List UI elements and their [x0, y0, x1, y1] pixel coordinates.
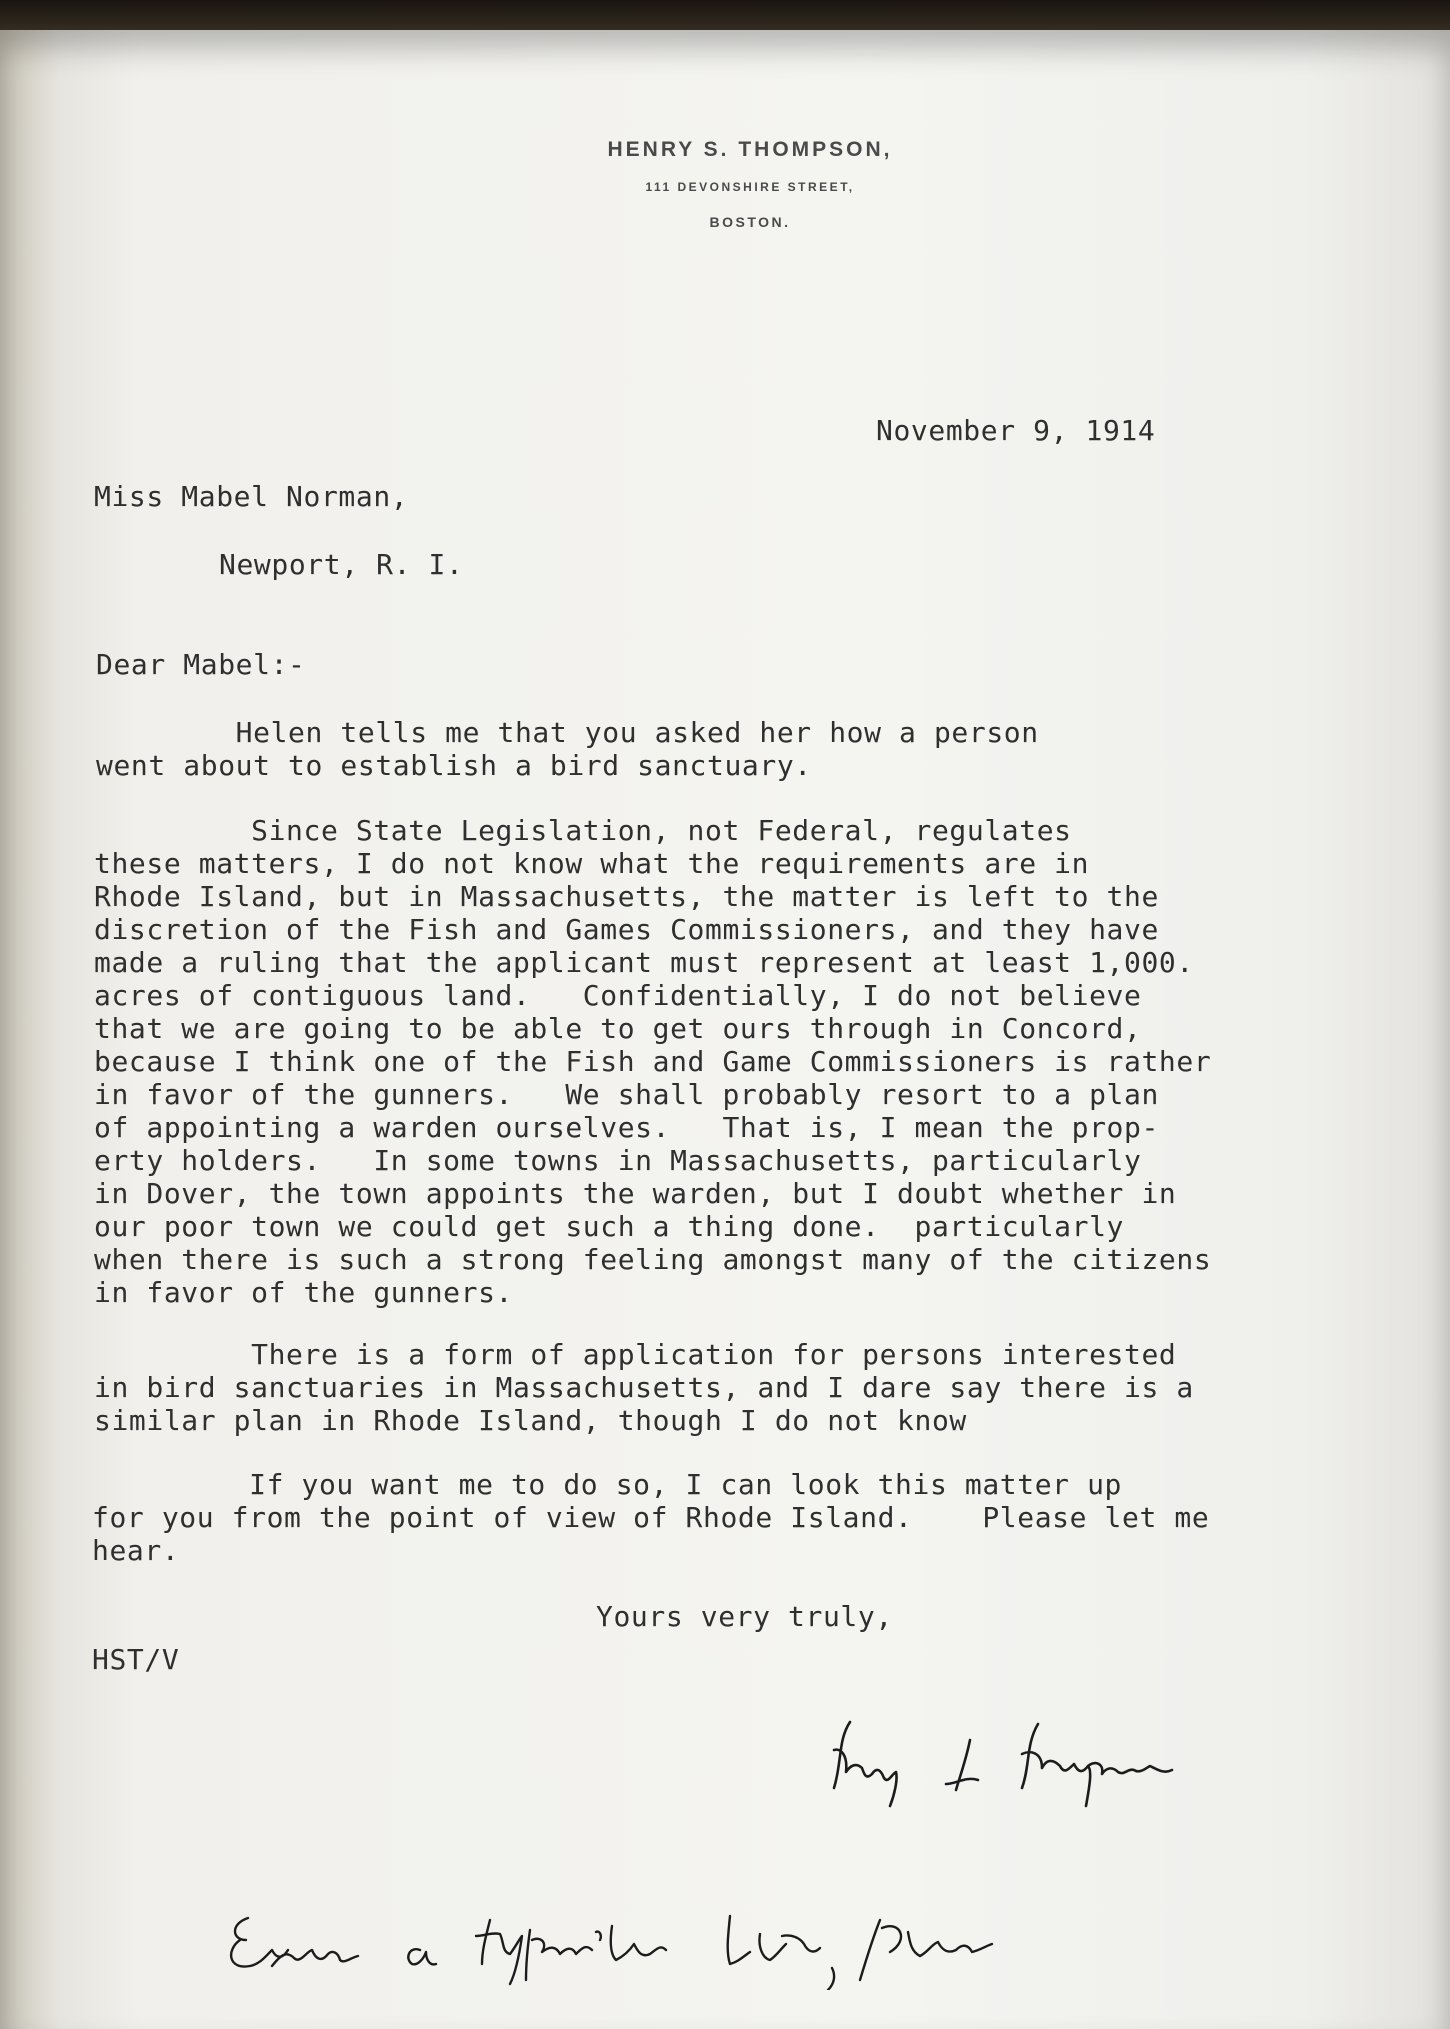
letterhead-name: HENRY S. THOMPSON,	[607, 138, 893, 161]
handwritten-signature	[820, 1710, 1280, 1820]
addressee-name: Miss Mabel Norman,	[94, 480, 409, 513]
typist-initials: HST/V	[92, 1643, 180, 1676]
letterhead-city: BOSTON.	[709, 214, 791, 230]
paragraph-4: If you want me to do so, I can look this matter up for you from the point of view of Rhode Island. Please let me hear.	[92, 1468, 1210, 1567]
salutation: Dear Mabel:-	[96, 648, 306, 681]
paragraph-2: Since State Legislation, not Federal, regulates these matters, I do not know what the requirements are in Rhode Island, but in Massachusetts, the matter is left to the discretion of the Fish and Games Commissioners, and they have made a ruling that the applicant must represent at least 1,000. acres of contiguous land. Confidentially, I do not believe that we are going to be able to get ours through in Concord, because I think one of the Fish and Game Commissioners is rather in favor of the gunners. We shall probably resort to a plan of appointing a warden ourselves. That is, I mean the prop- erty holders. In some towns in Massachusetts, particularly in Dover, the town appoints the warden, but I doubt whether in our poor town we could get such a thing done. particularly when there is such a strong feeling amongst many of the citizens in favor of the gunners.	[94, 814, 1212, 1309]
paragraph-3: There is a form of application for persons interested in bird sanctuaries in Massachusetts, and I dare say there is a similar plan in Rhode Island, though I do not know	[94, 1338, 1194, 1437]
letter-date: November 9, 1914	[876, 414, 1156, 447]
addressee-location: Newport, R. I.	[219, 548, 464, 581]
closing: Yours very truly,	[596, 1600, 893, 1633]
handwritten-postscript	[220, 1880, 1040, 1990]
letterhead-street: 111 DEVONSHIRE STREET,	[645, 180, 855, 194]
paragraph-1: Helen tells me that you asked her how a person went about to establish a bird sanctuary.	[96, 716, 1039, 782]
